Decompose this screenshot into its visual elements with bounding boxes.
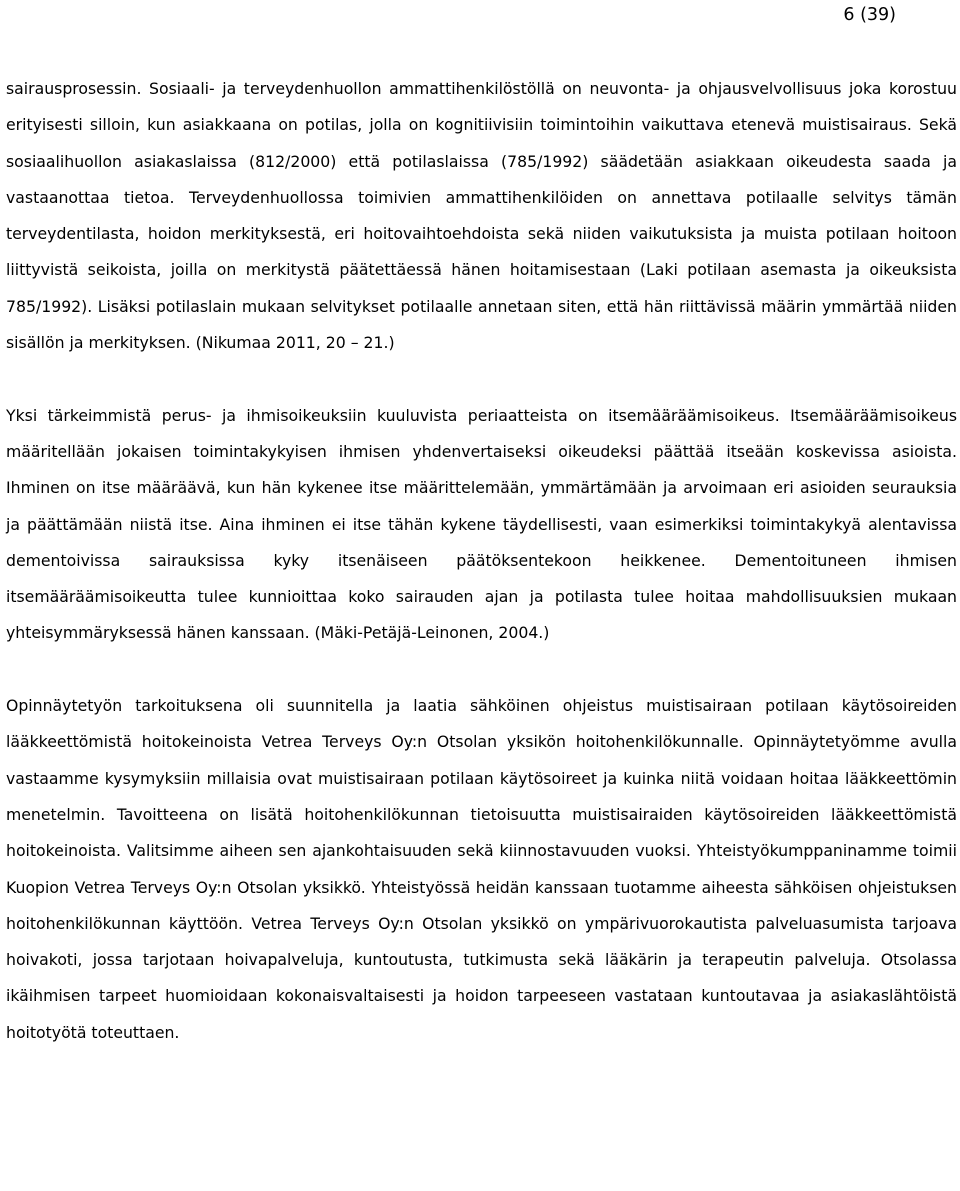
paragraph-counseling-duty: sairausprosessin. Sosiaali- ja terveydenhuollon ammattihenkilöstöllä on neuvonta- ja ohjausvelvollisuus joka korostuu erityisesti silloin, kun asiakkaana on potilas, jolla on kognitiivisiin toimintoihin vaikuttava etenevä muistisairaus. Sekä sosiaalihuollon asiakaslaissa (812/2000) että potilaslaissa (785/1992) säädetään asiakkaan oikeudesta saada ja vastaanottaa tietoa. Terveydenhuollossa toimivien ammattihenkilöiden on annettava potilaalle selvitys tämän terveydentilasta, hoidon merkityksestä, eri hoitovaihtoehdoista sekä niiden vaikutuksista ja muista potilaan hoitoon liittyvistä seikoista, joilla on merkitystä päätettäessä hänen hoitamisestaan (Laki potilaan asemasta ja oikeuksista 785/1992). Lisäksi potilaslain mukaan selvitykset potilaalle annetaan siten, että hän riittävissä määrin ymmärtää niiden sisällön ja merkityksen. (Nikumaa 2011, 20 – 21.) [6, 79, 957, 353]
paragraph-thesis-purpose: Opinnäytetyön tarkoituksena oli suunnitella ja laatia sähköinen ohjeistus muistisairaan potilaan käytösoireiden lääkkeettömistä hoitokeinoista Vetrea Terveys Oy:n Otsolan yksikön hoitohenkilökunnalle. Opinnäytetyömme avulla vastaamme kysymyksiin millaisia ovat muistisairaan potilaan käytösoireet ja kuinka niitä voidaan hoitaa lääkkeettömin menetelmin. Tavoitteena on lisätä hoitohenkilökunnan tietoisuutta muistisairaiden käytösoireiden lääkkeettömistä hoitokeinoista. Valitsimme aiheen sen ajankohtaisuuden sekä kiinnostavuuden vuoksi. Yhteistyökumppaninamme toimii Kuopion Vetrea Terveys Oy:n Otsolan yksikkö. Yhteistyössä heidän kanssaan tuotamme aiheesta sähköisen ohjeistuksen hoitohenkilökunnan käyttöön. Vetrea Terveys Oy:n Otsolan yksikkö on ympärivuorokautista palveluasumista tarjoava hoivakoti, jossa tarjotaan hoivapalveluja, kuntoutusta, tutkimusta sekä lääkärin ja terapeutin palveluja. Otsolassa ikäihmisen tarpeet huomioidaan kokonaisvaltaisesti ja hoidon tarpeeseen vastataan kuntoutavaa ja asiakaslähtöistä hoitotyötä toteuttaen. [6, 696, 957, 1042]
body-text [6, 71, 957, 1051]
paragraph-gap [6, 361, 957, 397]
page-number: 6 (39) [843, 5, 896, 25]
paragraph-gap [6, 652, 957, 688]
paragraph-self-determination: Yksi tärkeimmistä perus- ja ihmisoikeuksiin kuuluvista periaatteista on itsemääräämisoikeus. Itsemääräämisoikeus määritellään jokaisen toimintakykyisen ihmisen yhdenvertaiseksi oikeudeksi päättää itseään koskevissa asioista. Ihminen on itse määräävä, kun hän kykenee itse määrittelemään, ymmärtämään ja arvoimaan eri asioiden seurauksia ja päättämään niistä itse. Aina ihminen ei itse tähän kykene täydellisesti, vaan esimerkiksi toimintakykyä alentavissa dementoivissa sairauksissa kyky itsenäiseen päätöksentekoon heikkenee. Dementoituneen ihmisen itsemääräämisoikeutta tulee kunnioittaa koko sairauden ajan ja potilasta tulee hoitaa mahdollisuuksien mukaan yhteisymmäryksessä hänen kanssaan. (Mäki-Petäjä-Leinonen, 2004.) [6, 405, 957, 643]
